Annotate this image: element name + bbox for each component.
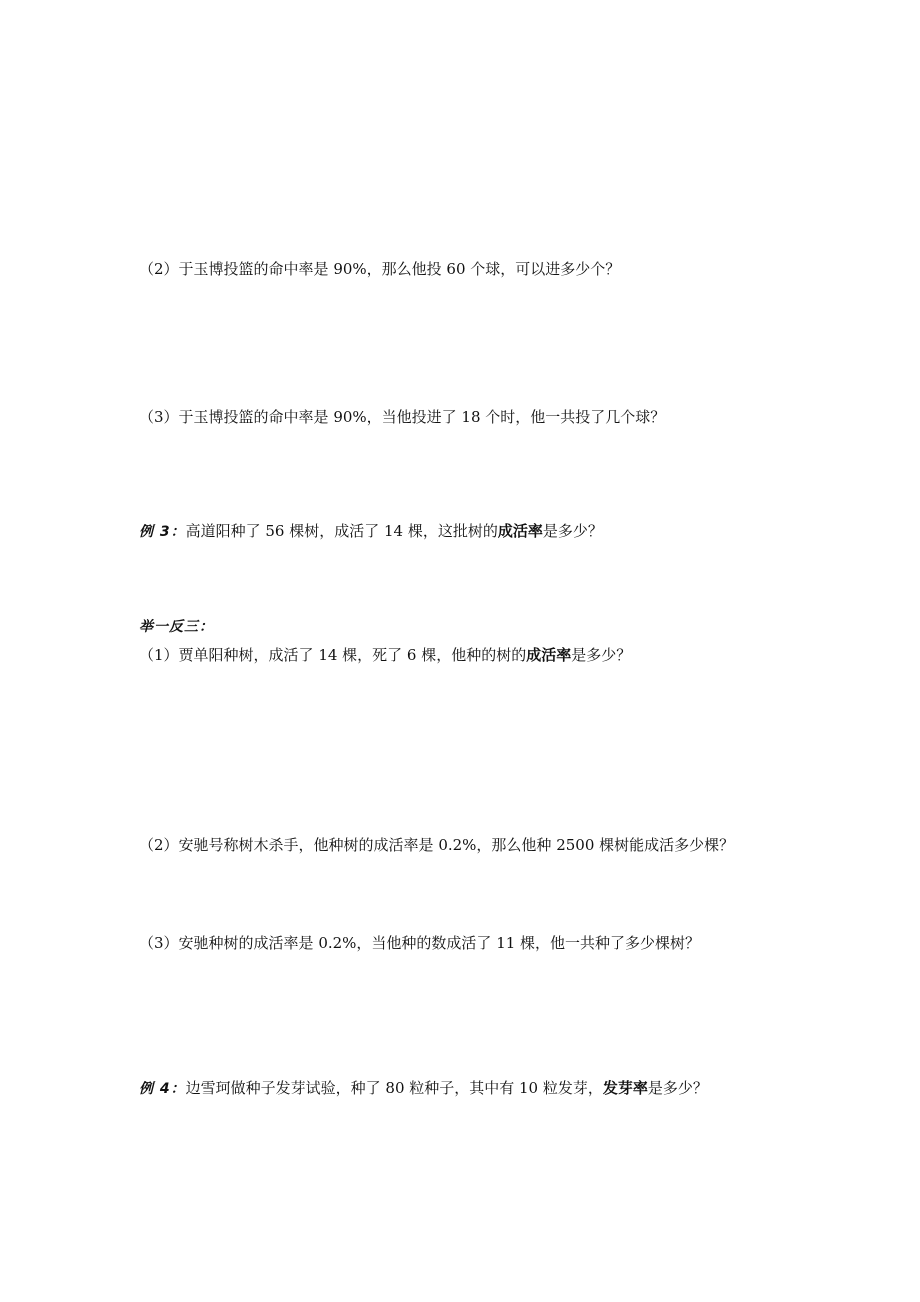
example-4-term: 发芽率 <box>602 1079 648 1097</box>
example-4 <box>139 1078 708 1099</box>
practice-q2-text: （2）安驰号称树木杀手，他种树的成活率是 0.2%，那么他种 2500 棵树能成活多少棵？ <box>139 836 735 854</box>
practice-q1-term: 成活率 <box>526 646 572 664</box>
practice-q1-text-after: 是多少？ <box>571 646 632 664</box>
practice-question-1 <box>139 645 631 665</box>
example-3-label: 例 3： <box>139 524 186 540</box>
question-2-text: （2）于玉博投篮的命中率是 90%，那么他投 60 个球，可以进多少个？ <box>139 260 621 278</box>
practice-q3-text: （3）安驰种树的成活率是 0.2%，当他种的数成活了 11 棵，他一共种了多少棵树？ <box>139 934 701 952</box>
example-3-term: 成活率 <box>497 522 543 540</box>
example-4-text-before: 边雪珂做种子发芽试验，种了 80 粒种子，其中有 10 粒发芽， <box>185 1079 603 1097</box>
practice-question-2 <box>139 835 734 855</box>
question-2-basketball <box>139 259 620 279</box>
example-3-text-before: 高道阳种了 56 棵树，成活了 14 棵，这批树的 <box>185 522 498 540</box>
example-4-text-after: 是多少？ <box>647 1079 708 1097</box>
practice-q1-text-before: （1）贾单阳种树，成活了 14 棵，死了 6 棵，他种的树的 <box>139 646 527 664</box>
practice-question-3 <box>139 933 700 953</box>
question-3-basketball <box>139 407 665 427</box>
example-4-label: 例 4： <box>139 1081 186 1097</box>
example-3-text-after: 是多少？ <box>542 522 603 540</box>
practice-label: 举一反三： <box>139 619 214 635</box>
example-3 <box>139 521 603 542</box>
question-3-text: （3）于玉博投篮的命中率是 90%，当他投进了 18 个时，他一共投了几个球？ <box>139 408 666 426</box>
